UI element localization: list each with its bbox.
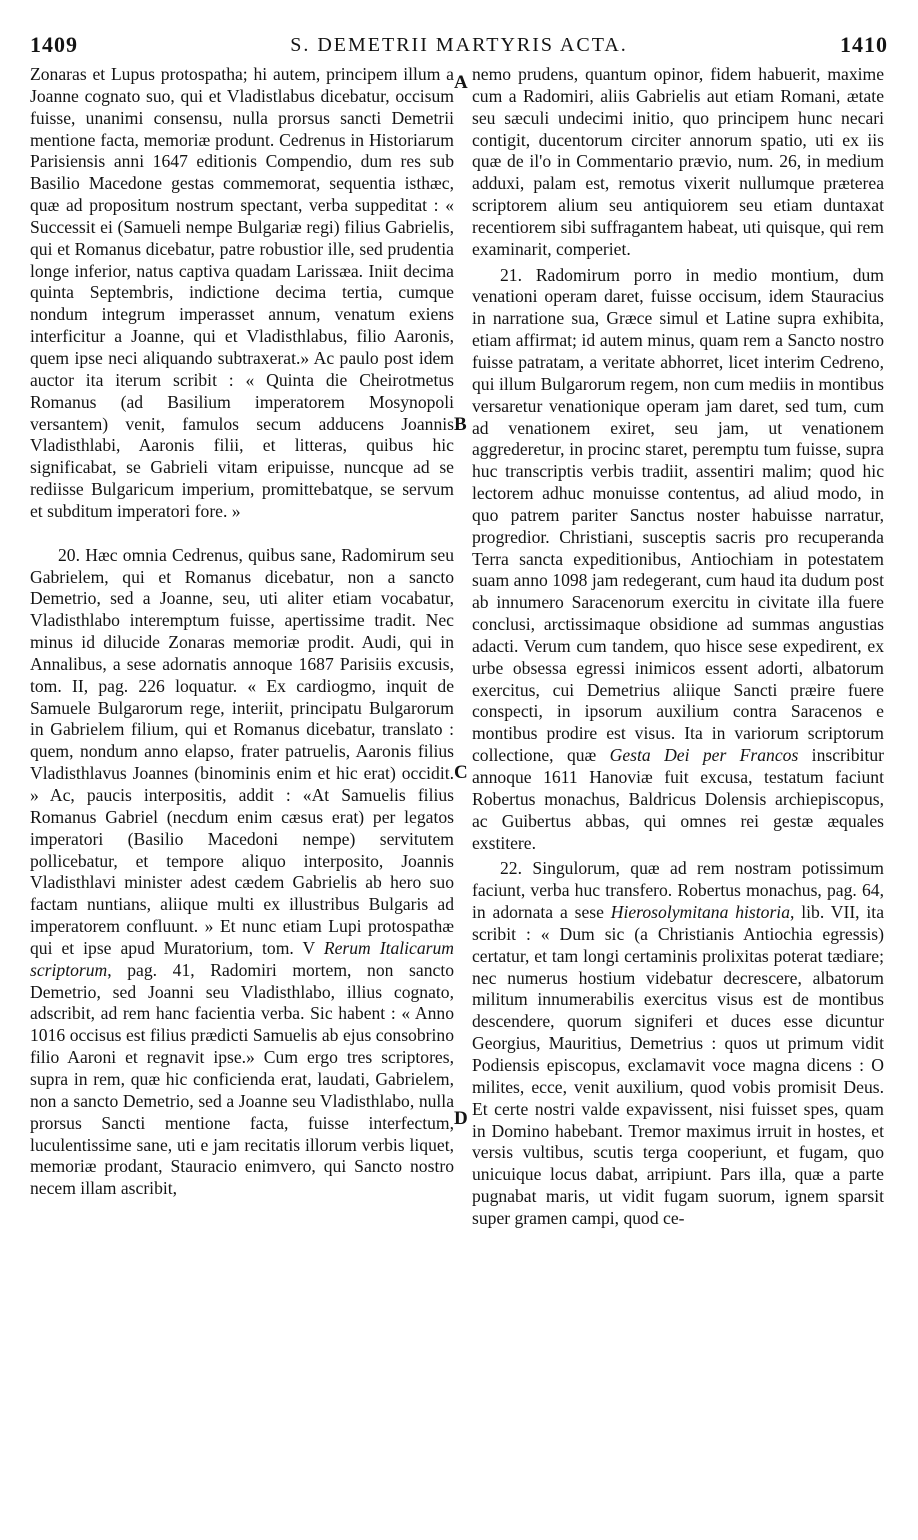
right-column: [472, 64, 884, 1230]
paragraph-number: 21.: [500, 264, 522, 285]
paragraph-20: [30, 545, 454, 1200]
paragraph-21: [472, 265, 884, 855]
paragraph-text: , pag. 41, Radomiri mortem, non sancto Demetrio, sed Joanni seu Vladisthlabo, illius cognato, adscribit, ad rem hanc facientia verba. Sic habent : « Anno 1016 occisus est filius prædicti Samuelis ab ejus consobrino filio Aaroni et regnavit ipse.» Cum ergo tres scriptores, supra in rem, quæ hic conficienda erat, laudati, Gabrielem, non a sancto Demetrio, sed a Joanne seu Vladisthlabo, nulla prorsus Sancti mentione facta, fuisse interfectum, luculentissime sane, uti e jam recitatis illorum verbis liquet, memoriæ prodant, Stauracio enimvero, qui Sancto nostro necem illam ascribit,: [30, 959, 454, 1199]
page-number-left: 1409: [30, 32, 78, 57]
paragraph-number: 22.: [500, 858, 522, 879]
running-title: S. DEMETRII MARTYRIS ACTA.: [290, 34, 628, 56]
book-title: Rerum Italicarum scriptorum: [30, 937, 454, 980]
margin-letter-a: A: [454, 72, 468, 93]
paragraph-text: Singulorum, quæ ad rem nostram potissimum faciunt, verba huc transfero. Robertus monachus, pag. 64, in adornata a sese: [472, 858, 884, 923]
page-number-right: 1410: [840, 32, 888, 57]
paragraph-20-continued: nemo prudens, quantum opinor, fidem habuerit, maxime cum a Radomiri, aliis Gabrielis aut etiam Romani, ætate seu sæculi undecimi initio, quo principem hunc necari contigit, ducentorum circiter annorum spatio, uti ex iis quæ de il'o in Commentario prævio, num. 26, in medium adduxi, palam est, remotus vixerit nullumque præterea scriptorem alium seu antiquiorem seu etiam duntaxat recentiorem sibi suffragantem habeat, uti quisque, qui rem examinarit, comperiet.: [472, 64, 884, 259]
left-column: [30, 64, 454, 1200]
paragraph-text: , lib. VII, ita scribit : « Dum sic (a Christianis Antiochia egressis) certatur, et tam longi certaminis prolixitas poterat tædiare; nec numerus hostium videbatur decrescere, albatorum militum innumerabilis exercitus visus est de montibus descendere, quorum signiferi et duces esse dicuntur Georgius, Mauritius, Demetrius : quos ut primum vidit Podiensis episcopus, exclamavit voce magna dicens : O milites, ecce, venit auxilium, quod vobis promisit Deus. Et certe nostri valde expavissent, nisi fuisset spes, quam in Domino habebant. Tremor maximus irruit in hostes, et versis vultibus, scutis terga cooperiunt, et fugam, quo unicuique locus dabat, arripiunt. Pars illa, quæ a parte pugnabat maris, ut vidit fugam suorum, ignem sparsit super gramen campi, quod ce-: [472, 902, 885, 1228]
paragraph-22: [472, 858, 884, 1229]
page-header: [30, 30, 888, 66]
margin-letter-c: C: [454, 762, 468, 783]
book-title: Gesta Dei per Francos: [609, 745, 799, 766]
paragraph-text: inscribitur annoque 1611 Hanoviæ fuit excusa, testatum faciunt Robertus monachus, Baldricus Dolensis archiepiscopus, ac Guibertus abbas, qui omnes rei gestæ æquales exstitere.: [472, 745, 884, 853]
margin-letter-b: B: [454, 414, 467, 435]
book-title: Hierosolymitana historia: [610, 902, 790, 923]
margin-letter-d: D: [454, 1108, 468, 1129]
paragraph-19-continued: Zonaras et Lupus protospatha; hi autem, principem illum a Joanne cognato suo, qui et Vladistlabus dicebatur, occisum fuisse, unanimi consensu, nulla prorsus sancti Demetrii mentione facta, memoriæ produnt. Cedrenus in Historiarum Parisiensis anni 1647 editionis Compendio, dum res sub Basilio Macedone gestas commemorat, sequentia isthæc, quæ ad propositum nostrum spectant, verba suppeditat : « Successit ei (Samueli nempe Bulgariæ regi) filius Gabrielis, qui et Romanus dicebatur, patre robustior ille, sed prudentia longe inferior, natus captiva quadam Larissæa. Iniit decima quinta Septembris, indictione decima tertia, cumque nondum integrum imperasset annum, venatum exiens interficitur a Joanne, qui et Vladisthlabus, filio Aaronis, quem ipse neci aliquando subtraxerat.» Ac paulo post idem auctor ita iterum scribit : « Quinta die Cheirotmetus Romanus (ad Basilium imperatorem Mosynopoli versantem) venit, famulos secum adducens Joannis Vladisthlabi, Aaronis filii, et litteras, quibus hic significabat, se Gabrieli vitam eripuisse, nuncque ad se rediisse Bulgaricum imperium, promittebatque, se servum et subditum imperatori fore. »: [30, 64, 454, 521]
paragraph-text: Hæc omnia Cedrenus, quibus sane, Radomirum seu Gabrielem, qui et Romanus dicebatur, non a sancto Demetrio, sed a Joanne, seu, uti aliter etiam vocabatur, Vladisthlabo interemptum fuisse, apertissime tradit. Nec minus id dilucide Zonaras memoriæ prodit. Audi, qui in Annalibus, a sese adornatis annoque 1687 Parisiis excusis, tom. II, pag. 226 loquatur. « Ex cardiogmo, inquit de Samuele Bulgarorum rege, interiit, principatu Bulgarorum in Gabrielem filium, qui et Romanus dicebatur, translato : quem, nondum anno elapso, frater patruelis, Aaronis filius Vladisthlavus Joannes (binominis enim et hic erat) occidit. » Ac, paucis interpositis, addit : «At Samuelis filius Romanus Gabriel (necdum enim cæsus erat) per legatos imperatori (Basilio Macedoni nempe) servitutem pollicebatur, et tempore aliquo interposito, Joannis Vladisthlavi minister adest cædem Gabrielis ab hero suo factam nuntians, aliique multi ex illustribus Bulgaris ad imperatorem confluunt. » Et nunc etiam Lupi protospathæ qui et ipse apud Muratorium, tom. V: [30, 544, 454, 958]
paragraph-text: Radomirum porro in medio montium, dum venationi operam daret, fuisse occisum, idem Stauracius in narratione sua, Græce simul et Latine supra exhibita, etiam affirmat; id autem minus, quam rem a Sancto nostro fuisse patratam, a veritate abhorret, licet interim Cedreno, qui illum Bulgarorum regem, non cum mediis in montibus versaretur venationique operam jam daret, sed tum, cum ad venationem exiret, seu jam, ut venationem aggrederetur, in procinc staret, peremptu tum fuisse, supra huc transcriptis verbis tradiit, assentiri malim; quod hic lectorem adhuc monuisse contentus, ad aliud modo, in quo patrem pariter Sanctus noster habuisse narratur, progredior. Christiani, susceptis sacris pro recuperanda Terra sancta expeditionibus, Antiochiam in potestatem suam anno 1098 jam redegerant, cum haud ita dudum post ab innumero Saracenorum exercitu in civitate illa fuere conclusi, arctissimaque obsidione ad summas angustias adacti. Verum cum tandem, quo hisce sese expedirent, ex urbe obsessa egressi inimicos essent adorti, albatorum exercitus, cui Demetrius aliique Sancti præire fuere conspecti, in ipsorum auxilium contra Saracenos e montibus prodire est visus. Ita in variorum scriptorum collectione, quæ: [472, 264, 884, 766]
paragraph-number: 20.: [58, 544, 80, 565]
